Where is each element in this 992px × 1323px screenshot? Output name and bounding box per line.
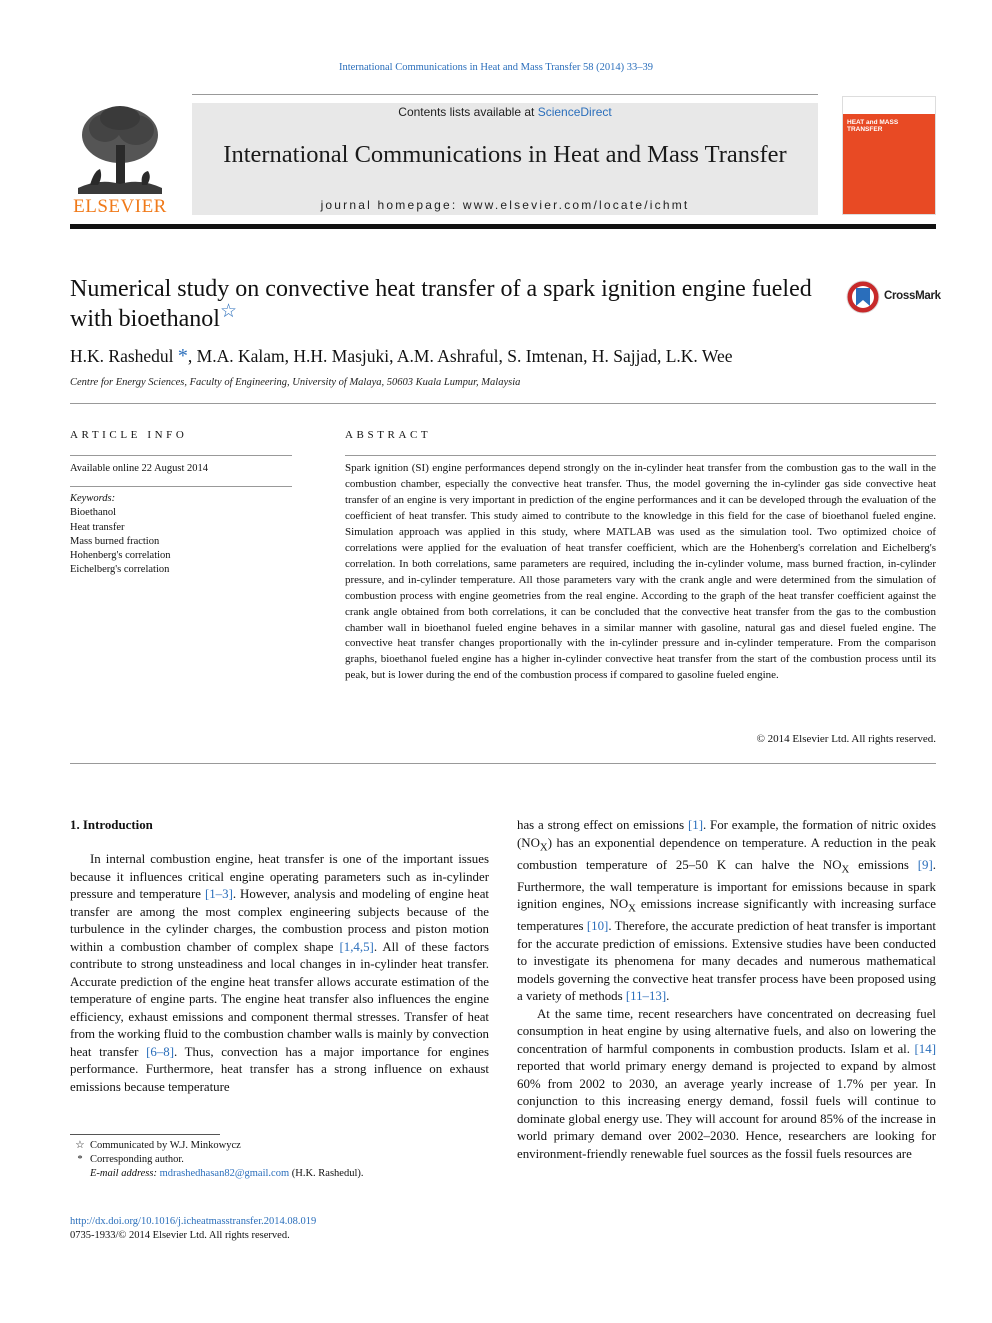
keywords-block <box>70 492 292 578</box>
left-column <box>70 851 489 1096</box>
other-authors: , M.A. Kalam, H.H. Masjuki, A.M. Ashraful, S. Imtenan, H. Sajjad, L.K. Wee <box>187 346 733 366</box>
citation-link[interactable]: [14] <box>914 1041 936 1056</box>
first-author[interactable]: H.K. Rashedul <box>70 346 174 366</box>
header-divider <box>70 224 936 229</box>
cover-title: HEAT and MASS TRANSFER <box>847 119 899 133</box>
affiliation: Centre for Energy Sciences, Faculty of Engineering, University of Malaya, 50603 Kuala Lumpur, Malaysia <box>70 377 521 388</box>
citation-link[interactable]: [9] <box>917 857 933 872</box>
keyword: Mass burned fraction <box>70 535 160 547</box>
crossmark-label: CrossMark <box>884 290 941 302</box>
doi-link[interactable]: http://dx.doi.org/10.1016/j.icheatmasstransfer.2014.08.019 <box>70 1216 317 1227</box>
text-run: . All of these factors contribute to strong unsteadiness and local changes in in-cylinder heat transfer. Accurate prediction of the engine heat transfer allows accurate estimation of the temperature of engine parts. The engine heat transfer also influences the engine efficiency, exhaust emissions and component thermal stresses. Transfer of heat from the working fluid to the combustion chamber walls is mainly by convection heat transfer <box>70 939 490 1059</box>
paragraph <box>517 817 936 1006</box>
text-run: . For example, the formation of nitric oxides (NO <box>517 818 936 850</box>
citation-link[interactable]: [1,4,5] <box>339 939 374 954</box>
journal-title: International Communications in Heat and Mass Transfer <box>223 141 787 168</box>
footnotes <box>70 1139 490 1181</box>
text-run: . Furthermore, the wall temperature is important for emissions because in spark ignition engines, NO <box>517 857 937 912</box>
crossmark-badge[interactable] <box>846 280 941 316</box>
text-run: . Thus, convection has a major importance for engines performance. Furthermore, heat transfer has a strong influence on exhaust emissions because temperature <box>70 1044 489 1094</box>
crossmark-icon <box>846 280 880 314</box>
available-online: Available online 22 August 2014 <box>70 463 209 474</box>
subscript: X <box>539 841 548 854</box>
text-run: reported that world primary energy demand is projected to expand by almost 60% from 2002 to 2030, an average yearly increase of 1.7% per year. In conjunction to this increasing energy demand, fossil fuels will continue to dominate global energy use. They will account for around 85% of the increase in world primary demand over 2002–2030. Hence, researchers are looking for environment-friendly renewable fuel sources as the fossil fuels resources are <box>517 1059 936 1161</box>
running-head[interactable]: International Communications in Heat and Mass Transfer 58 (2014) 33–39 <box>338 62 654 73</box>
text-run: At the same time, recent researchers have concentrated on decreasing fuel consumption in heat engine by using alternative fuels, and also on lowering the concentration of harmful components in combustion products. Islam et al. <box>517 1006 936 1056</box>
keyword: Bioethanol <box>70 507 117 519</box>
subscript: X <box>628 902 636 915</box>
article-title <box>70 274 830 334</box>
journal-homepage[interactable]: journal homepage: www.elsevier.com/locate/ichmt <box>320 198 690 212</box>
elsevier-wordmark: ELSEVIER <box>73 196 167 217</box>
abstract-bottom-rule <box>70 763 936 764</box>
subscript: X <box>841 863 850 876</box>
footnote-communicated <box>70 1139 490 1153</box>
citation-link[interactable]: [11–13] <box>625 989 667 1004</box>
title-footnote-star[interactable]: ☆ <box>219 301 238 322</box>
abstract-heading: ABSTRACT <box>345 429 432 441</box>
section-heading: 1. Introduction <box>70 818 153 832</box>
abstract-rule <box>345 455 936 456</box>
text-run: emissions <box>849 857 918 872</box>
footnote-rule <box>70 1134 220 1135</box>
keywords-rule <box>70 486 292 487</box>
right-column <box>517 817 936 1163</box>
article-info-rule <box>70 455 292 456</box>
corresponding-author-mark[interactable]: * <box>177 345 188 367</box>
email-owner: (H.K. Rashedul). <box>289 1168 364 1179</box>
paragraph <box>70 851 489 1096</box>
email-link[interactable]: mdrashedhasan82@gmail.com <box>159 1168 290 1179</box>
text-run: has a strong effect on emissions <box>517 818 688 832</box>
article-info-heading: ARTICLE INFO <box>70 429 188 441</box>
text-run: . <box>666 989 670 1004</box>
contents-available <box>192 105 818 119</box>
citation-link[interactable]: [6–8] <box>146 1044 175 1059</box>
keyword: Heat transfer <box>70 521 125 533</box>
email-label: E-mail address: <box>90 1168 160 1179</box>
text-run: . However, analysis and modeling of engine heat transfer are among the most complex engineering subjects because of the turbulence in the cylinder charges, the combustion process and piston motion within a combustion chamber of complex shape <box>70 887 489 954</box>
doi-block <box>70 1215 316 1243</box>
cover-header <box>843 97 935 113</box>
affiliation-divider <box>70 403 936 404</box>
author-list <box>70 345 936 368</box>
footnote-text: Communicated by W.J. Minkowycz <box>90 1140 241 1151</box>
footnote-corresponding <box>70 1153 490 1167</box>
text-run: . Therefore, the accurate prediction of heat transfer is important for the accurate prediction of emissions. Extensive studies have been conducted to investigate its phenomena for many decades and numerous mathematical models governing the convective heat transfer process have been proposed using a variety of methods <box>517 919 936 1004</box>
contents-prefix: Contents lists available at <box>398 105 538 119</box>
citation-link[interactable]: [10] <box>586 919 609 934</box>
masthead-top-rule <box>192 94 818 95</box>
keyword: Hohenberg's correlation <box>70 550 171 562</box>
issn-line: 0735-1933/© 2014 Elsevier Ltd. All rights reserved. <box>70 1230 290 1241</box>
text-run: In internal combustion engine, heat transfer is one of the important issues because it influences critical engine operating parameters such as in-cylinder pressure and temperature <box>70 852 489 901</box>
keyword: Eichelberg's correlation <box>70 564 170 576</box>
abstract-text: Spark ignition (SI) engine performances depend strongly on the in-cylinder heat transfer from the combustion gas to the wall in the combustion chamber, especially the convective heat transfer. Thus, the model governing the in-cylinder gas side convective heat transfer of an engine is very important in prediction of the engine performances and it can be developed through the evaluation of the coefficient of heat transfer. This study aimed to contribute to the knowledge in this field for the case of bioethanol fueled engine. Simulation approach was applied in this study, where MATLAB was used as the simulation tool. Two optimized choice of correlations were applied for the evaluation of heat transfer coefficient, which are the Hohenberg's correlation and Eichelberg's correlation. In both correlations, same parameters are required, including the in-cylinder volume, mass burned fraction, in-cylinder pressure, and in-cylinder temperature. All those parameters vary with the crank angle and were determined from the simulation of combustion process with engine geometries from the real engine. According to the graph of the heat transfer coefficient against the crank angle obtained from both correlations, it can be concluded that the convective heat transfer from the gas to the combustion chamber wall in bioethanol fueled engine behaves in a similar manner with gasoline, natural gas and diesel fueled engine. The convective heat transfer changes proportionally with the in-cylinder pressure and in-cylinder temperature. From the comparison graphs, bioethanol fueled engine has a higher in-cylinder convective heat transfer from the start of the combustion process until its peak, but is lower during the end of the combustion process if compared to gasoline fueled engine. <box>345 462 936 682</box>
citation-link[interactable]: [1–3] <box>204 887 233 901</box>
footnote-text: Corresponding author. <box>90 1154 184 1165</box>
sciencedirect-link[interactable]: ScienceDirect <box>537 105 612 119</box>
journal-cover-thumbnail[interactable] <box>842 96 936 215</box>
text-run: emissions increase significantly with increasing surface temperatures <box>517 897 936 934</box>
paragraph <box>517 1006 936 1164</box>
article-title-text: Numerical study on convective heat transfer of a spark ignition engine fueled with bioethanol <box>70 276 812 332</box>
abstract-copyright: © 2014 Elsevier Ltd. All rights reserved. <box>756 733 936 745</box>
citation-link[interactable]: [1] <box>687 818 703 832</box>
footnote-email <box>70 1167 490 1181</box>
text-run: ) has an exponential dependence on temperature. A reduction in the peak combustion temperature of 25–50 K can halve the NO <box>517 835 936 872</box>
keywords-label: Keywords: <box>70 493 116 504</box>
footnote-star-mark: ☆ <box>75 1140 85 1151</box>
footnote-asterisk-mark: * <box>77 1154 83 1165</box>
